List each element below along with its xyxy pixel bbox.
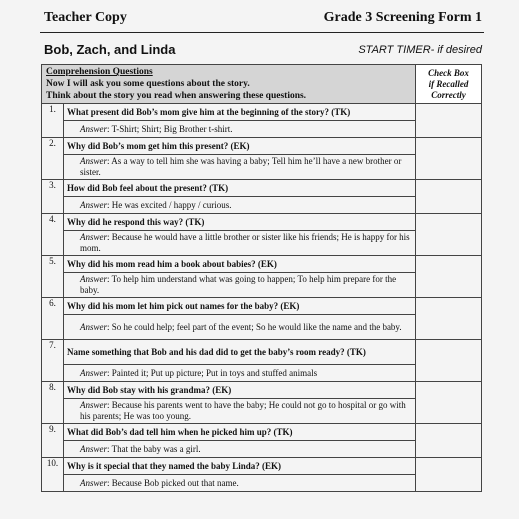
answer-value: To help him understand what was going to happen; To help him prepare for the baby. xyxy=(80,274,397,295)
answer-text: Answer: T-Shirt; Shirt; Big Brother t-shirt. xyxy=(64,121,416,138)
answer-value: Because his parents went to have the baby; He could not go to hospital or go with his parents; He was too young. xyxy=(80,400,406,421)
teacher-copy-label: Teacher Copy xyxy=(44,10,127,25)
question-row xyxy=(42,180,482,197)
answer-label: Answer xyxy=(80,123,107,134)
table-header-row xyxy=(42,65,482,104)
question-number: 5. xyxy=(42,256,64,298)
question-number: 6. xyxy=(42,298,64,340)
answer-text: Answer: Because he would have a little brother or sister like his friends; He is happy for his mom. xyxy=(64,231,416,256)
answer-text: Answer: He was excited / happy / curious. xyxy=(64,197,416,214)
question-number: 4. xyxy=(42,214,64,256)
recall-check-box[interactable] xyxy=(416,138,482,180)
question-text: What present did Bob’s mom give him at the beginning of the story? (TK) xyxy=(64,104,416,121)
recall-check-box[interactable] xyxy=(416,458,482,492)
question-row xyxy=(42,104,482,121)
question-row xyxy=(42,424,482,441)
question-row xyxy=(42,298,482,315)
recall-check-box[interactable] xyxy=(416,424,482,458)
question-text: How did Bob feel about the present? (TK) xyxy=(64,180,416,197)
answer-text: Answer: Because Bob picked out that name. xyxy=(64,475,416,492)
recall-check-box[interactable] xyxy=(416,382,482,424)
form-title: Grade 3 Screening Form 1 xyxy=(323,10,482,25)
recall-check-box[interactable] xyxy=(416,256,482,298)
answer-value: That the baby was a girl. xyxy=(111,443,201,454)
answer-label: Answer xyxy=(80,156,107,166)
answer-label: Answer xyxy=(80,199,107,210)
question-text: What did Bob’s dad tell him when he picked him up? (TK) xyxy=(64,424,416,441)
question-row xyxy=(42,214,482,231)
answer-label: Answer xyxy=(80,232,107,242)
instruction-line-2: Think about the story you read when answering these questions. xyxy=(46,91,307,101)
answer-value: T-Shirt; Shirt; Big Brother t-shirt. xyxy=(111,123,233,134)
timer-note: START TIMER- if desired xyxy=(358,44,482,56)
question-text: Why did his mom let him pick out names for the baby? (EK) xyxy=(64,298,416,315)
answer-value: Because he would have a little brother or sister like his friends; He is happy for his mom. xyxy=(80,232,410,253)
question-number: 3. xyxy=(42,180,64,214)
recall-check-box[interactable] xyxy=(416,214,482,256)
question-row xyxy=(42,458,482,475)
recall-check-box[interactable] xyxy=(416,104,482,138)
question-row xyxy=(42,138,482,155)
question-text: Why did his mom read him a book about babies? (EK) xyxy=(64,256,416,273)
answer-text: Answer: So he could help; feel part of the event; So he would like the name and the baby. xyxy=(64,315,416,340)
question-number: 7. xyxy=(42,340,64,382)
recall-check-box[interactable] xyxy=(416,340,482,382)
question-number: 2. xyxy=(42,138,64,180)
question-row xyxy=(42,256,482,273)
table-header-title: Comprehension Questions xyxy=(46,67,153,77)
answer-label: Answer xyxy=(80,367,107,378)
question-text: Name something that Bob and his dad did to get the baby’s room ready? (TK) xyxy=(64,340,416,365)
answer-text: Answer: To help him understand what was going to happen; To help him prepare for the baby. xyxy=(64,273,416,298)
question-text: Why did Bob’s mom get him this present? (EK) xyxy=(64,138,416,155)
answer-text: Answer: As a way to tell him she was having a baby; Tell him he’ll have a new brother or sister. xyxy=(64,155,416,180)
answer-value: So he could help; feel part of the event; So he would like the name and the baby. xyxy=(111,321,402,332)
recall-check-box[interactable] xyxy=(416,298,482,340)
question-number: 1. xyxy=(42,104,64,138)
answer-value: He was excited / happy / curious. xyxy=(111,199,232,210)
instruction-line-1: Now I will ask you some questions about the story. xyxy=(46,79,250,89)
answer-label: Answer xyxy=(80,274,107,284)
recall-check-box[interactable] xyxy=(416,180,482,214)
answer-label: Answer xyxy=(80,321,107,332)
answer-text: Answer: Painted it; Put up picture; Put in toys and stuffed animals xyxy=(64,365,416,382)
comprehension-questions-table xyxy=(41,64,482,492)
answer-value: Because Bob picked out that name. xyxy=(111,477,239,488)
question-number: 8. xyxy=(42,382,64,424)
answer-value: Painted it; Put up picture; Put in toys and stuffed animals xyxy=(111,367,318,378)
answer-text: Answer: That the baby was a girl. xyxy=(64,441,416,458)
question-text: Why did Bob stay with his grandma? (EK) xyxy=(64,382,416,399)
question-text: Why is it special that they named the baby Linda? (EK) xyxy=(64,458,416,475)
answer-label: Answer xyxy=(80,443,107,454)
answer-label: Answer xyxy=(80,400,107,410)
answer-value: As a way to tell him she was having a baby; Tell him he’ll have a new brother or sister. xyxy=(80,156,402,177)
question-number: 10. xyxy=(42,458,64,492)
question-text: Why did he respond this way? (TK) xyxy=(64,214,416,231)
story-title: Bob, Zach, and Linda xyxy=(44,42,176,57)
answer-text: Answer: Because his parents went to have the baby; He could not go to hospital or go with his parents; He was too young. xyxy=(64,399,416,424)
table-header-instructions xyxy=(42,65,416,104)
question-row xyxy=(42,340,482,365)
question-row xyxy=(42,382,482,399)
header-divider xyxy=(40,32,484,33)
question-number: 9. xyxy=(42,424,64,458)
answer-label: Answer xyxy=(80,477,107,488)
check-box-column-header: Check Box if Recalled Correctly xyxy=(416,65,482,104)
